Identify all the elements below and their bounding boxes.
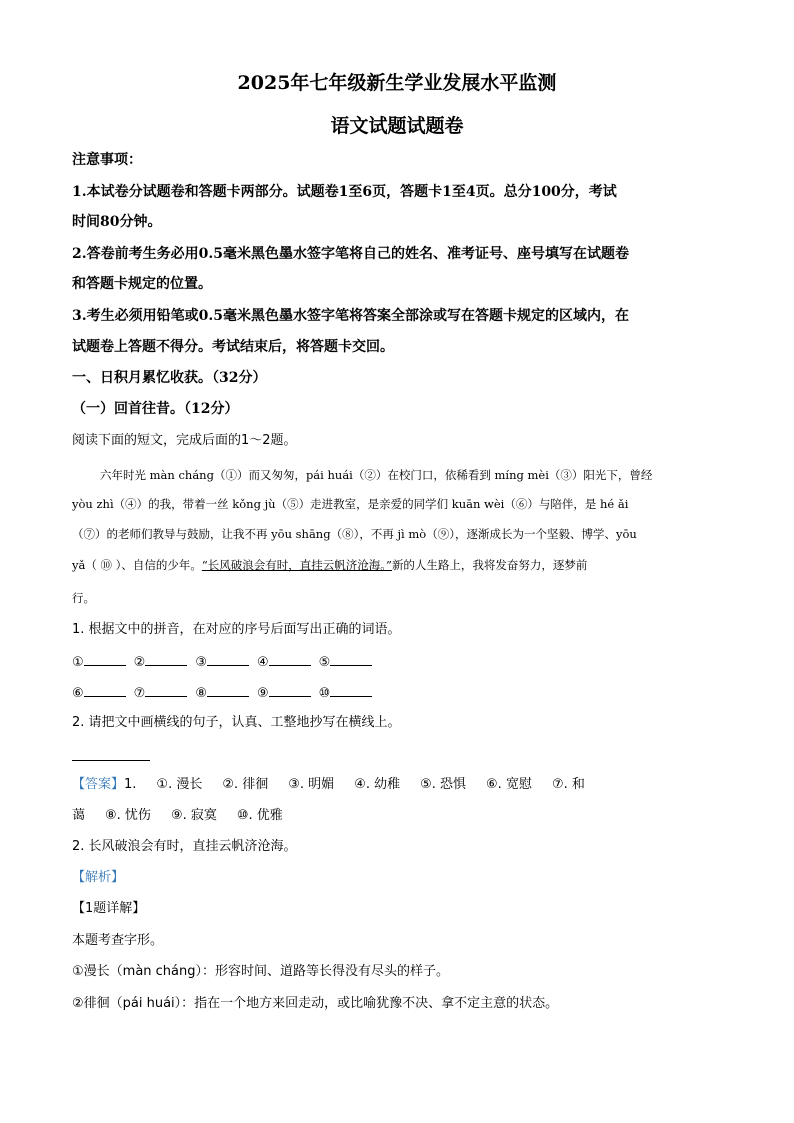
answer-item: ⑨. 寂寞 bbox=[170, 808, 217, 823]
passage-line-3: （⑦）的老师们教导与鼓励，让我不再 yōu shāng（⑧），不再 jì mò（⑨），逐渐成长为一个坚毅、博学、yōu bbox=[72, 527, 637, 541]
page-title: 2025年七年级新生学业发展水平监测 bbox=[237, 72, 557, 94]
answer-item: ⑥. 宽慰 bbox=[486, 777, 532, 792]
answer-blank[interactable] bbox=[145, 651, 187, 666]
answer-item: ⑧. 忧伤 bbox=[105, 808, 151, 823]
answer-line-1 bbox=[72, 775, 585, 795]
explanation-2: ②徘徊（pái huái）：指在一个地方来回走动，或比喻犹豫不决、拿不定主意的状态。 bbox=[72, 996, 559, 1011]
blank-label: ⑤ bbox=[318, 655, 331, 670]
blank-row-2 bbox=[72, 682, 380, 704]
passage-line-1: 六年时光 màn cháng（①）而又匆匆，pái huái（②）在校门口，依稀看到 míng mèi（③）阳光下，曾经 bbox=[100, 468, 653, 482]
answer-blank[interactable] bbox=[84, 682, 126, 697]
blank-label: ⑨ bbox=[256, 686, 269, 701]
answer-item: ⑦. 和 bbox=[551, 777, 585, 792]
page-subtitle: 语文试题试题卷 bbox=[330, 115, 464, 137]
blank-label: ⑩ bbox=[318, 686, 331, 701]
blank-label: ⑧ bbox=[195, 686, 207, 701]
note-2-line-1: 2.答卷前考生务必用0.5毫米黑色墨水签字笔将自己的姓名、准考证号、座号填写在试题卷 bbox=[72, 246, 629, 262]
note-1-line-2: 时间80分钟。 bbox=[72, 214, 162, 230]
detail-heading: 【1题详解】 bbox=[72, 901, 146, 916]
reading-instruction: 阅读下面的短文，完成后面的1～2题。 bbox=[72, 433, 297, 448]
passage-line-2: yòu zhì（④）的我，带着一丝 kǒng jù（⑤）走进教室，是亲爱的同学们 kuān wèi（⑥）与陪伴，是 hé ǎi bbox=[72, 497, 629, 511]
note-3-line-2: 试题卷上答题不得分。考试结束后，将答题卡交回。 bbox=[72, 339, 394, 355]
question-2: 2. 请把文中画横线的句子，认真、工整地抄写在横线上。 bbox=[72, 715, 401, 730]
answer-number: 1. bbox=[124, 777, 137, 792]
analysis-intro: 本题考查字形。 bbox=[72, 933, 164, 948]
answer-item: ③. 明媚 bbox=[288, 777, 335, 792]
answer-continuation: 蔼 bbox=[72, 808, 86, 823]
analysis-label: 【解析】 bbox=[72, 870, 125, 885]
answer-label: 【答案】 bbox=[72, 777, 125, 792]
explanation-1: ①漫长（màn cháng）：形容时间、道路等长得没有尽头的样子。 bbox=[72, 964, 450, 979]
blank-label: ③ bbox=[195, 655, 207, 670]
answer-blank[interactable] bbox=[84, 651, 126, 666]
passage-line-4-start: yǎ（ ⑩ ）、自信的少年。 bbox=[72, 558, 202, 572]
answer-blank[interactable] bbox=[145, 682, 187, 697]
note-1-line-1: 1.本试卷分试题卷和答题卡两部分。试题卷1至6页，答题卡1至4页。总分100分，考试 bbox=[72, 184, 617, 200]
underlined-sentence: “长风破浪会有时，直挂云帆济沧海。” bbox=[201, 558, 392, 572]
blank-label: ⑦ bbox=[133, 686, 146, 701]
answer-blank[interactable] bbox=[207, 651, 249, 666]
question-1: 1. 根据文中的拼音，在对应的序号后面写出正确的词语。 bbox=[72, 622, 401, 637]
passage-line-4 bbox=[72, 555, 587, 575]
answer-item: ⑩. 优雅 bbox=[236, 808, 283, 823]
answer-item: ④. 幼稚 bbox=[354, 777, 401, 792]
section-1-heading: 一、日积月累忆收获。（32分） bbox=[72, 370, 267, 386]
section-1-subheading: （一）回首往昔。（12分） bbox=[72, 401, 239, 417]
answer-blank[interactable] bbox=[269, 682, 311, 697]
answer-line-3: 2. 长风破浪会有时，直挂云帆济沧海。 bbox=[72, 839, 297, 854]
answer-line-2 bbox=[72, 806, 283, 826]
passage-line-5: 行。 bbox=[72, 591, 95, 605]
blank-label: ② bbox=[133, 655, 146, 670]
answer-blank[interactable] bbox=[330, 682, 372, 697]
blank-row-1 bbox=[72, 651, 380, 673]
answer-item: ②. 徘徊 bbox=[222, 777, 269, 792]
answer-item: ⑤. 恐惧 bbox=[420, 777, 467, 792]
answer-blank[interactable] bbox=[207, 682, 249, 697]
note-2-line-2: 和答题卡规定的位置。 bbox=[72, 276, 212, 292]
answer-blank[interactable] bbox=[330, 651, 372, 666]
passage-line-4-end: 新的人生路上，我将发奋努力，逐梦前 bbox=[391, 558, 588, 572]
answer-blank[interactable] bbox=[269, 651, 311, 666]
note-3-line-1: 3.考生必须用铅笔或0.5毫米黑色墨水签字笔将答案全部涂或写在答题卡规定的区域内，在 bbox=[72, 308, 629, 324]
answer-item: ①. 漫长 bbox=[156, 777, 203, 792]
notes-heading: 注意事项： bbox=[72, 152, 142, 168]
blank-label: ④ bbox=[256, 655, 269, 670]
blank-label: ⑥ bbox=[72, 686, 84, 701]
blank-label: ① bbox=[72, 655, 84, 670]
answer-line[interactable] bbox=[72, 760, 150, 761]
